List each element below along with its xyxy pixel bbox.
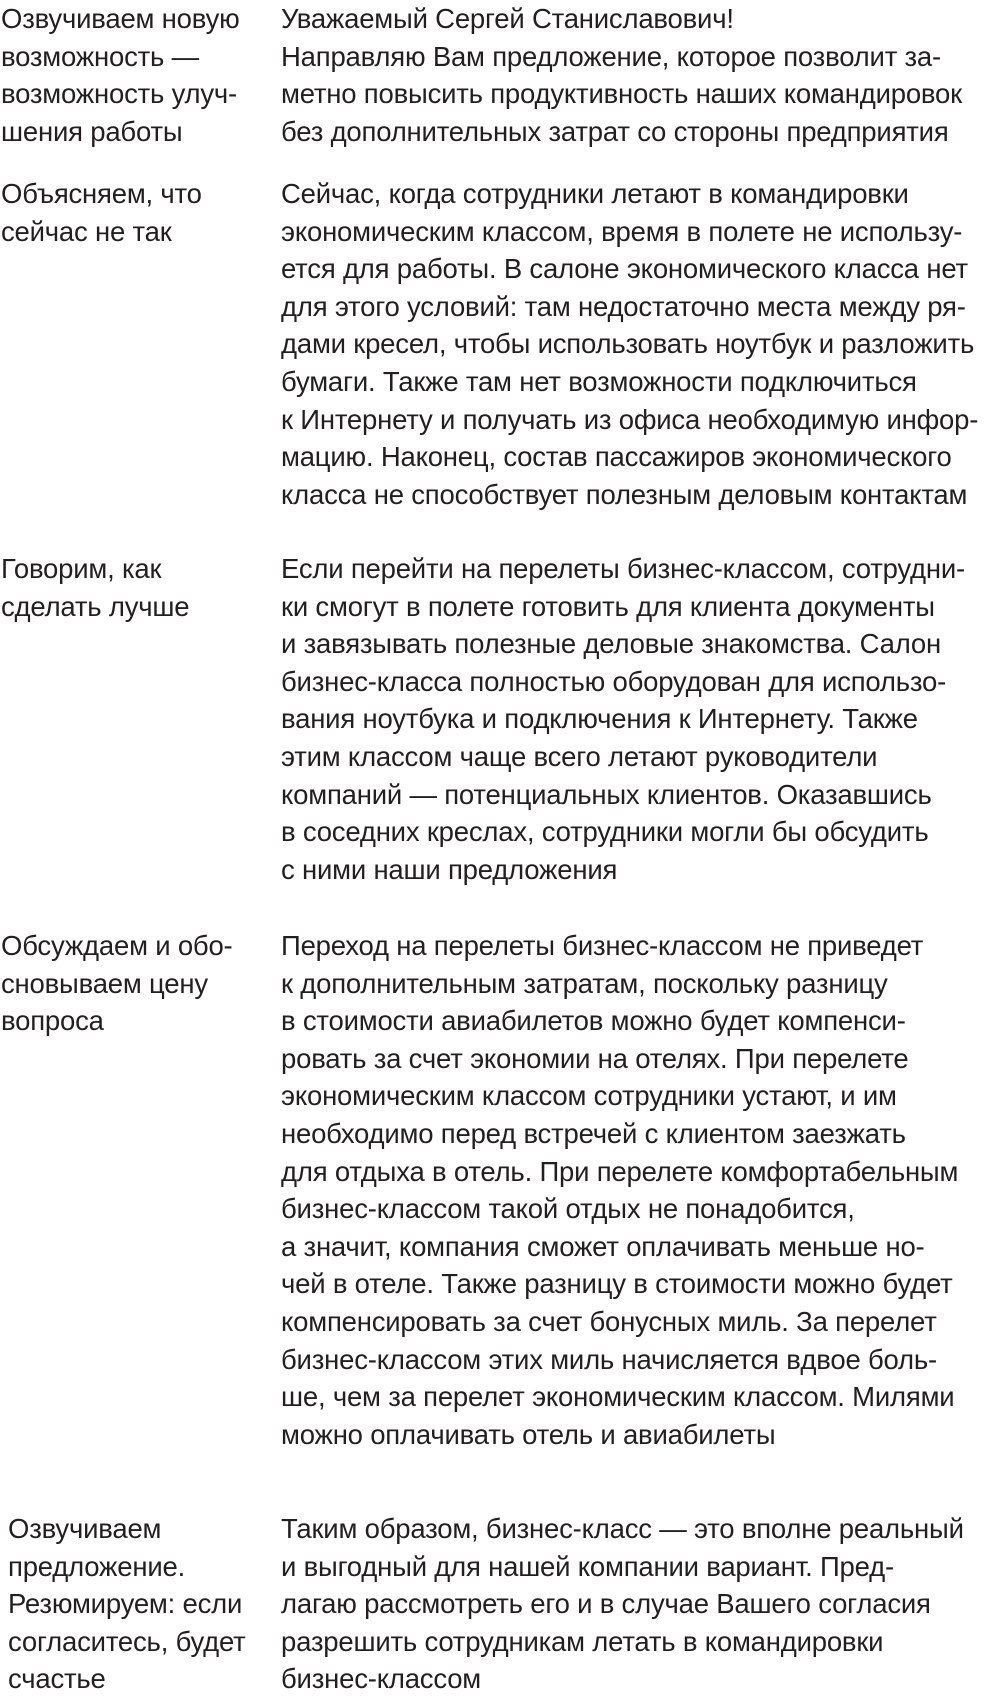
label-line: Озвучиваем новую bbox=[1, 3, 240, 34]
text-line: к Интернету и получать из офиса необходимую инфор- bbox=[281, 403, 979, 435]
text-line: Таким образом, бизнес-класс — это вполне реальный bbox=[281, 1513, 964, 1544]
text-line: ется для работы. В салоне экономического класса нет bbox=[281, 253, 968, 285]
text-line: ше, чем за перелет экономическим классом. Милями bbox=[281, 1381, 955, 1413]
text-line: бизнес-класса полностью оборудован для использо- bbox=[281, 665, 947, 697]
text-line: ки смогут в полете готовить для клиента документы bbox=[281, 590, 935, 622]
text-line: а значит, компания сможет оплачивать меньше но- bbox=[281, 1230, 925, 1262]
label-line: Озвучиваем bbox=[8, 1513, 162, 1544]
label-line: сделать лучше bbox=[1, 590, 190, 622]
text-line: лагаю рассмотреть его и в случае Вашего согласия bbox=[281, 1588, 931, 1620]
section-3-text bbox=[281, 550, 997, 888]
label-line: счастье bbox=[8, 1663, 106, 1695]
label-line: возможность — bbox=[1, 40, 199, 72]
text-line: Сейчас, когда сотрудники летают в командировки bbox=[281, 178, 909, 209]
section-5-label bbox=[8, 1510, 258, 1698]
text-line: и завязывать полезные деловые знакомства. Салон bbox=[281, 628, 941, 660]
label-line: Обсуждаем и обо- bbox=[1, 930, 233, 961]
label-line: вопроса bbox=[1, 1005, 104, 1037]
text-line: бизнес-классом такой отдых не понадобится, bbox=[281, 1193, 855, 1225]
section-5-text bbox=[281, 1510, 997, 1698]
text-line: метно повысить продуктивность наших командировок bbox=[281, 78, 962, 110]
text-line: Уважаемый Сергей Станиславович! bbox=[281, 3, 734, 34]
label-line: Говорим, как bbox=[1, 553, 162, 584]
section-2-label bbox=[1, 175, 259, 250]
text-line: экономическим классом сотрудники устают, и им bbox=[281, 1080, 897, 1112]
section-1-text bbox=[281, 0, 997, 150]
section-1-label bbox=[1, 0, 259, 150]
text-line: дами кресел, чтобы использовать ноутбук и разложить bbox=[281, 328, 975, 360]
label-line: сейчас не так bbox=[1, 215, 172, 247]
text-line: Если перейти на перелеты бизнес-классом, сотрудни- bbox=[281, 553, 965, 584]
text-line: чей в отеле. Также разницу в стоимости можно будет bbox=[281, 1268, 953, 1300]
text-line: можно оплачивать отель и авиабилеты bbox=[281, 1418, 776, 1450]
label-line: возможность улуч- bbox=[1, 78, 238, 110]
label-line: шения работы bbox=[1, 115, 183, 147]
text-line: к дополнительным затратам, поскольку разницу bbox=[281, 967, 888, 999]
text-line: с ними наши предложения bbox=[281, 853, 618, 885]
text-line: вания ноутбука и подключения к Интернету. Также bbox=[281, 703, 918, 735]
text-line: Переход на перелеты бизнес-классом не приведет bbox=[281, 930, 924, 961]
label-line: Резюмируем: если bbox=[8, 1588, 243, 1620]
text-line: бизнес-классом bbox=[281, 1663, 481, 1695]
text-line: бизнес-классом этих миль начисляется вдвое боль- bbox=[281, 1343, 937, 1375]
label-line: согласитесь, будет bbox=[8, 1625, 246, 1657]
text-line: ровать за счет экономии на отелях. При перелете bbox=[281, 1042, 909, 1074]
text-line: бумаги. Также там нет возможности подключиться bbox=[281, 365, 917, 397]
text-line: без дополнительных затрат со стороны предприятия bbox=[281, 115, 949, 147]
text-line: для отдыха в отель. При перелете комфортабельным bbox=[281, 1155, 959, 1187]
section-4-label bbox=[1, 927, 259, 1040]
text-line: класса не способствует полезным деловым контактам bbox=[281, 478, 968, 510]
text-line: в стоимости авиабилетов можно будет компенси- bbox=[281, 1005, 906, 1037]
text-line: экономическим классом, время в полете не использу- bbox=[281, 215, 963, 247]
text-line: для этого условий: там недостаточно места между ря- bbox=[281, 290, 966, 322]
text-line: этим классом чаще всего летают руководители bbox=[281, 740, 878, 772]
text-line: мацию. Наконец, состав пассажиров экономического bbox=[281, 441, 952, 473]
text-line: компаний — потенциальных клиентов. Оказавшись bbox=[281, 778, 932, 810]
text-line: разрешить сотрудникам летать в командировки bbox=[281, 1625, 884, 1657]
section-2-text bbox=[281, 175, 997, 513]
label-line: предложение. bbox=[8, 1550, 186, 1582]
section-4-text bbox=[281, 927, 997, 1453]
text-line: в соседних креслах, сотрудники могли бы обсудить bbox=[281, 816, 929, 848]
text-line: Направляю Вам предложение, которое позволит за- bbox=[281, 40, 941, 72]
label-line: сновываем цену bbox=[1, 967, 208, 999]
section-3-label bbox=[1, 550, 259, 625]
text-line: необходимо перед встречей с клиентом заезжать bbox=[281, 1117, 906, 1149]
text-line: компенсировать за счет бонусных миль. За перелет bbox=[281, 1305, 937, 1337]
text-line: и выгодный для нашей компании вариант. Пред- bbox=[281, 1550, 894, 1582]
label-line: Объясняем, что bbox=[1, 178, 202, 209]
